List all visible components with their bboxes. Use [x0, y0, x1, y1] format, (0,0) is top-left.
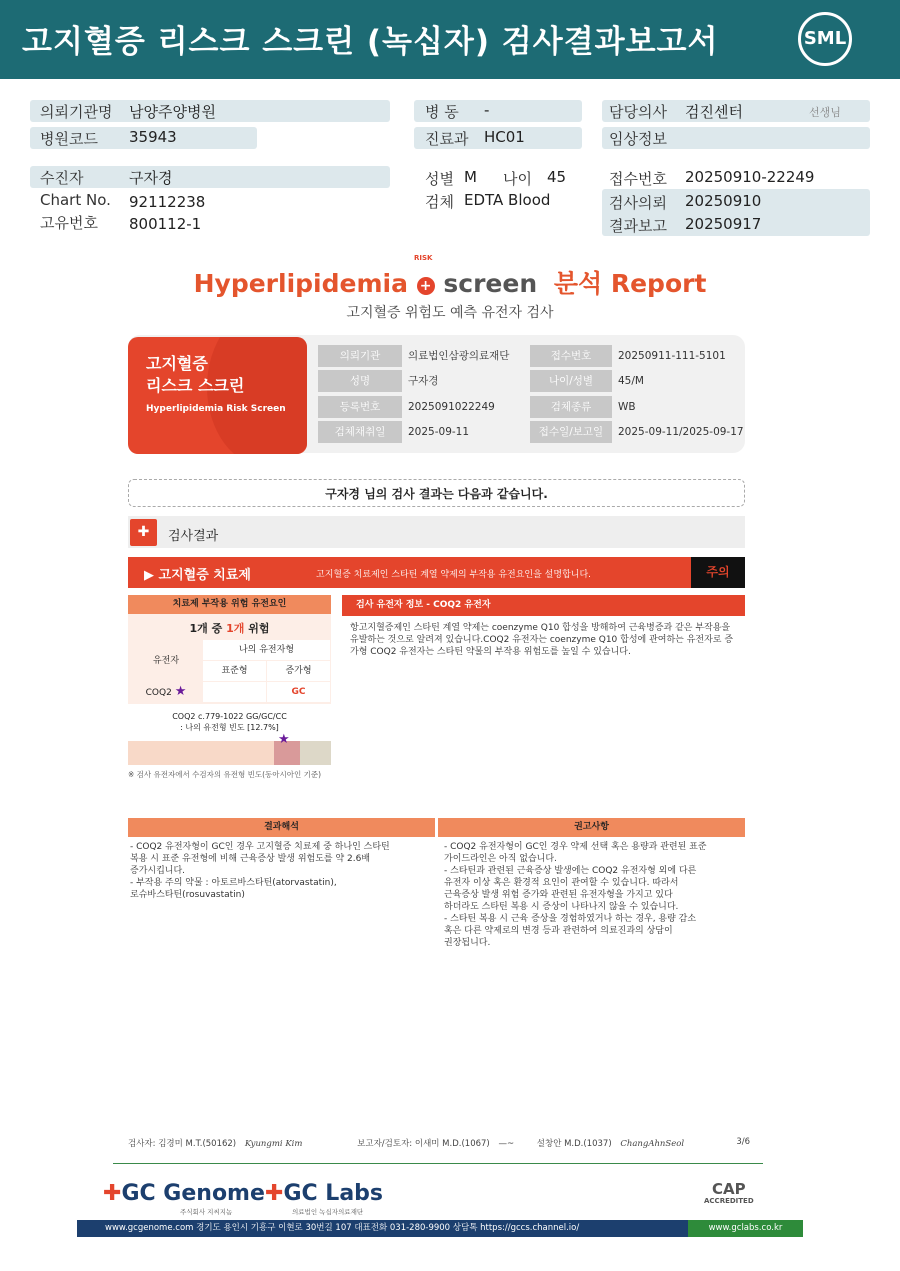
advice-header: 권고사항	[438, 818, 745, 837]
text-line: - 스타틴 복용 시 근육 증상을 경험하였거나 하는 경우, 용량 감소	[444, 914, 697, 924]
dept-value: HC01	[484, 128, 525, 146]
count-prefix: 1개 중	[189, 622, 223, 635]
drug-bar	[128, 557, 691, 588]
product-badge	[128, 337, 307, 454]
section-title: 검사결과	[168, 529, 219, 544]
signature-line	[128, 1137, 750, 1149]
card-value: WB	[618, 401, 636, 413]
freq-bar	[128, 741, 331, 765]
gene-name: COQ2	[145, 688, 172, 698]
code-label: 병원코드	[40, 130, 98, 148]
ward-value: -	[484, 101, 490, 119]
page-number: 3/6	[736, 1137, 750, 1147]
reporter: 보고자/검토자: 이새미 M.D.(1067)	[357, 1139, 490, 1149]
gcgenome-logo	[103, 1181, 265, 1206]
tester-signature: Kyungmi Kim	[244, 1139, 303, 1149]
gc-plus-icon: ✚	[103, 1181, 122, 1206]
chart-value: 92112238	[129, 193, 206, 211]
card-key: 의뢰기관	[318, 345, 402, 367]
doctor-value: 검진센터	[685, 103, 743, 121]
card-key: 검체채취일	[318, 421, 402, 443]
ward-label: 병 동	[425, 103, 459, 121]
sex-label: 성별	[425, 170, 454, 188]
status-badge: 주의	[691, 557, 745, 588]
gene-note	[128, 711, 331, 733]
report-title-en: Hyperlipidemia	[193, 269, 408, 298]
footer-site[interactable]: www.gclabs.co.kr	[688, 1220, 803, 1237]
interp-text	[130, 841, 430, 901]
footer-bar	[77, 1220, 803, 1237]
result-notice: 구자경 님의 검사 결과는 다음과 같습니다.	[128, 479, 745, 507]
report-title	[0, 264, 900, 300]
specimen-label: 검체	[425, 193, 454, 211]
card-value: 2025-09-11	[408, 426, 470, 438]
cap-text: CAP	[712, 1180, 746, 1198]
card-key: 나이/성별	[530, 370, 612, 392]
card-key: 성명	[318, 370, 402, 392]
doctor-label: 담당의사	[609, 103, 667, 121]
page-title: 고지혈증 리스크 스크린 (녹십자) 검사결과보고서	[22, 24, 719, 60]
gene-freq-line: : 나의 유전형 빈도 [12.7%]	[180, 723, 279, 732]
hospital-value: 남양주양병원	[129, 103, 216, 121]
receipt-label: 접수번호	[609, 170, 667, 188]
folder-plus-icon: ✚	[130, 519, 157, 546]
age-label: 나이	[503, 170, 532, 188]
reporter-signature: —~	[498, 1139, 515, 1149]
count-suffix: 위험	[248, 622, 270, 635]
name-bar	[30, 166, 390, 188]
risk-plus-icon: +	[417, 277, 435, 295]
freq-star-icon: ★	[278, 732, 290, 747]
name-value: 구자경	[129, 169, 173, 187]
interp-header: 결과해석	[128, 818, 435, 837]
gclabs-name: GC Labs	[283, 1181, 384, 1206]
card-value: 2025091022249	[408, 401, 495, 413]
card-value: 2025-09-11/2025-09-17	[618, 426, 744, 438]
report-value: 20250917	[685, 215, 762, 233]
cap-sub: ACCREDITED	[704, 1197, 754, 1205]
hospital-label: 의뢰기관명	[40, 103, 113, 121]
age-value: 45	[547, 168, 567, 186]
risk-label: RISK	[414, 254, 433, 262]
card-value: 45/M	[618, 375, 644, 387]
name-label: 수진자	[40, 169, 84, 187]
col-my: 나의 유전자형	[203, 640, 330, 660]
tester: 검사자: 김경미 M.T.(50162)	[128, 1139, 237, 1149]
gcgenome-name: GC Genome	[121, 1181, 265, 1206]
text-line: - 스타틴과 관련된 근육증상 발생에는 COQ2 유전자형 외에 다른	[444, 866, 697, 876]
id-value: 800112-1	[129, 215, 202, 233]
freq-rest	[300, 741, 331, 765]
badge-line1: 고지혈증	[146, 354, 208, 373]
card-value: 구자경	[408, 375, 439, 387]
card-value: 의료법인삼광의료재단	[408, 350, 510, 362]
col-std: 표준형	[203, 661, 266, 681]
count-risk: 1개	[226, 622, 245, 635]
report-title-ko: 분석 Report	[553, 269, 707, 298]
third-signature: ChangAhnSeol	[620, 1139, 685, 1149]
footer-text: www.gcgenome.com 경기도 용인시 기흥구 이현로 30번길 107 대표전화 031-280-9900 상담톡 https://gccs.channel.io/	[105, 1223, 580, 1233]
text-line: 증가시킵니다.	[130, 866, 186, 876]
report-title-screen: screen	[443, 269, 538, 298]
gene-note-line: COQ2 c.779-1022 GG/GC/CC	[172, 712, 287, 721]
text-line: - 부작용 주의 약물 : 아토르바스타틴(atorvastatin),	[130, 878, 337, 888]
star-icon: ★	[174, 684, 187, 699]
advice-text	[444, 841, 744, 949]
chart-label: Chart No.	[40, 191, 111, 209]
gene-name-cell	[130, 682, 202, 702]
text-line: - COQ2 유전자형이 GC인 경우 고지혈증 치료제 중 하나인 스타틴	[130, 842, 390, 852]
gclabs-sub: 의료법인 녹십자의료재단	[292, 1208, 364, 1216]
request-value: 20250910	[685, 192, 762, 210]
std-cell	[203, 682, 266, 702]
col-gene: 유전자	[130, 640, 202, 682]
info-header: 검사 유전자 정보 - COQ2 유전자	[342, 595, 745, 616]
col-inc: 증가형	[267, 661, 330, 681]
code-value: 35943	[129, 128, 177, 146]
dept-label: 진료과	[425, 130, 469, 148]
third-signer: 설창안 M.D.(1037)	[536, 1139, 612, 1149]
sex-value: M	[464, 168, 477, 186]
sml-logo: SML	[798, 12, 852, 66]
divider	[113, 1163, 763, 1164]
text-line: 하더라도 스타틴 복용 시 증상이 나타나지 않을 수 있습니다.	[444, 902, 679, 912]
section-bar	[128, 516, 745, 548]
card-key: 등록번호	[318, 396, 402, 418]
card-key: 검체종류	[530, 396, 612, 418]
specimen-value: EDTA Blood	[464, 191, 551, 209]
badge-line2: 리스크 스크린	[146, 376, 245, 395]
clinical-label: 임상정보	[609, 130, 667, 148]
gcgenome-sub: 주식회사 지씨지놈	[180, 1208, 233, 1216]
text-line: - COQ2 유전자형이 GC인 경우 약제 선택 혹은 용량과 관련된 표준	[444, 842, 707, 852]
text-line: 로슈바스타틴(rosuvastatin)	[130, 890, 245, 900]
receipt-value: 20250910-22249	[685, 168, 815, 186]
card-value: 20250911-111-5101	[618, 350, 726, 362]
freq-footnote: ※ 검사 유전자에서 수검자의 유전형 빈도(동아시아인 기준)	[128, 770, 322, 779]
card-key: 접수번호	[530, 345, 612, 367]
gene-header: 치료제 부작용 위험 유전요인	[128, 595, 331, 614]
request-label: 검사의뢰	[609, 194, 667, 212]
text-line: 가이드라인은 아직 없습니다.	[444, 854, 557, 864]
drug-title: ▶ 고지혈증 치료제	[144, 568, 251, 583]
doctor-suffix: 선생님	[809, 106, 841, 119]
text-line: 근육증상 발생 위험 증가와 관련된 유전자형을 가지고 있다	[444, 890, 673, 900]
badge-en: Hyperlipidemia Risk Screen	[146, 404, 286, 414]
drug-desc: 고지혈증 치료제인 스타틴 계열 약제의 부작용 유전요인을 설명합니다.	[316, 570, 592, 580]
inc-cell: GC	[267, 682, 330, 702]
risk-count	[128, 620, 331, 636]
report-subtitle: 고지혈증 위험도 예측 유전자 검사	[346, 305, 554, 321]
gclabs-logo	[265, 1181, 383, 1206]
report-label: 결과보고	[609, 217, 667, 235]
id-label: 고유번호	[40, 214, 98, 232]
text-line: 유전자 이상 혹은 환경적 요인이 관여할 수 있습니다. 따라서	[444, 878, 679, 888]
text-line: 권장됩니다.	[444, 938, 491, 948]
text-line: 복용 시 표준 유전형에 비해 근육증상 발생 위험도를 약 2.6배	[130, 854, 371, 864]
text-line: 혹은 다른 약제로의 변경 등과 관련하여 의료진과의 상담이	[444, 926, 673, 936]
card-key: 접수일/보고일	[530, 421, 612, 443]
gc-plus-icon-2: ✚	[265, 1181, 284, 1206]
cap-logo	[704, 1180, 754, 1207]
info-text: 항고지혈증제인 스타틴 계열 약제는 coenzyme Q10 합성을 방해하여 근육병증과 같은 부작용을 유발하는 것으로 알려져 있습니다.COQ2 유전자는 coenzyme Q10 합성에 관여하는 유전자로 증가형 COQ2 유전자는 스타틴 약물의 부작용 위험도를 높일 수 있습니다.	[350, 623, 734, 657]
